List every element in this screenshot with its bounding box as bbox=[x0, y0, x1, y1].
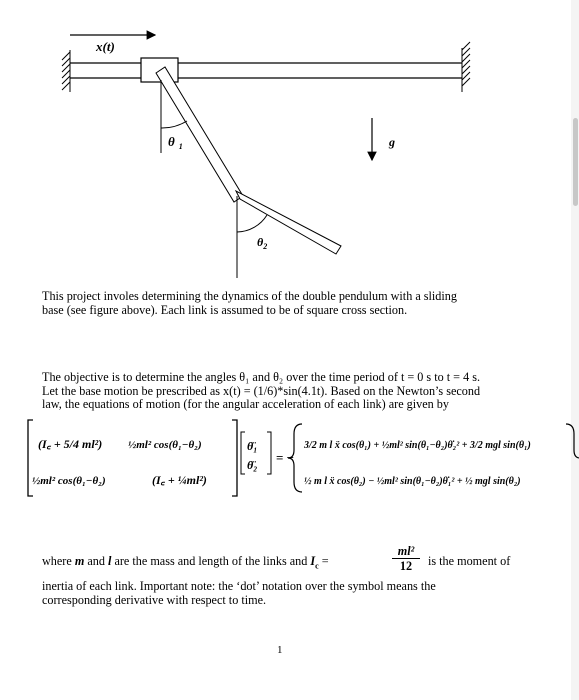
theta1-label: θ $_1$ bbox=[168, 134, 183, 151]
theta1-arc bbox=[161, 121, 187, 128]
x-label: x(t) bbox=[96, 39, 115, 54]
where-ic-sub: c bbox=[315, 561, 319, 571]
double-pendulum-figure bbox=[0, 0, 579, 290]
right-wall bbox=[462, 42, 470, 92]
where-mid: are the mass and length of the links and bbox=[114, 554, 308, 568]
vector-theta1-ddot: θ̈₁ bbox=[247, 439, 258, 453]
where-eq: = bbox=[321, 554, 329, 568]
page-number: 1 bbox=[277, 644, 283, 656]
where-and: and bbox=[87, 554, 105, 568]
theta2-arc bbox=[237, 215, 267, 232]
objective-line-2: Let the base motion be prescribed as x(t) = (1/6)*sin(4.1t). Based on the Newton’s second bbox=[42, 383, 481, 398]
matrix-m22: (I꜀ + ¼ml²) bbox=[152, 473, 207, 487]
objective-line-3: law, the equations of motion (for the angular acceleration of each link) are given by bbox=[42, 397, 449, 412]
inertia-paragraph bbox=[42, 580, 520, 607]
where-prefix: where bbox=[42, 554, 72, 568]
link-2 bbox=[236, 191, 341, 254]
gravity-label: g bbox=[389, 135, 395, 149]
objective-paragraph bbox=[42, 371, 520, 412]
matrix-m21: ½ml² cos(θ₁−θ₂) bbox=[32, 475, 106, 487]
where-suffix: is the moment of bbox=[428, 554, 511, 568]
inertia-line-1: inertia of each link. Important note: the ‘dot’ notation over the symbol means the bbox=[42, 579, 436, 593]
intro-paragraph bbox=[42, 290, 520, 317]
matrix-m12: ½ml² cos(θ₁−θ₂) bbox=[128, 439, 202, 451]
inertia-fraction bbox=[392, 544, 420, 573]
where-m: m bbox=[74, 554, 85, 568]
matrix-m11: (I꜀ + 5/4 ml²) bbox=[38, 437, 103, 451]
intro-line-2: base (see figure above). Each link is assumed to be of square cross section. bbox=[42, 302, 408, 317]
where-line bbox=[42, 544, 520, 576]
fraction-denominator: 12 bbox=[399, 559, 413, 573]
where-l: l bbox=[108, 554, 112, 568]
intro-line-1: This project involes determining the dynamics of the double pendulum with a sliding bbox=[42, 289, 457, 303]
inertia-line-2: corresponding derivative with respect to time. bbox=[42, 592, 267, 607]
rhs-row-2: ½ m l ẍ cos(θ₂) − ½ml² sin(θ₁−θ₂)θ̇₁² + ½ mgl sin(θ₂) bbox=[304, 476, 521, 487]
vector-theta2-ddot: θ̈₂ bbox=[247, 458, 258, 472]
equation-of-motion bbox=[0, 412, 579, 502]
fraction-numerator: ml² bbox=[392, 544, 420, 559]
objective-line-1: The objective is to determine the angles θ₁ and θ₂ over the time period of t = 0 s to t = 4 s. bbox=[42, 370, 481, 384]
where-ic: I bbox=[310, 554, 316, 568]
rhs-row-1: 3/2 m l ẍ cos(θ₁) + ½ml² sin(θ₁−θ₂)θ̇₂² + 3/2 mgl sin(θ₁) bbox=[304, 440, 531, 451]
left-wall bbox=[62, 50, 70, 92]
equals-minus: = − bbox=[276, 450, 295, 465]
theta2-label: $\theta_2$ bbox=[257, 235, 268, 251]
